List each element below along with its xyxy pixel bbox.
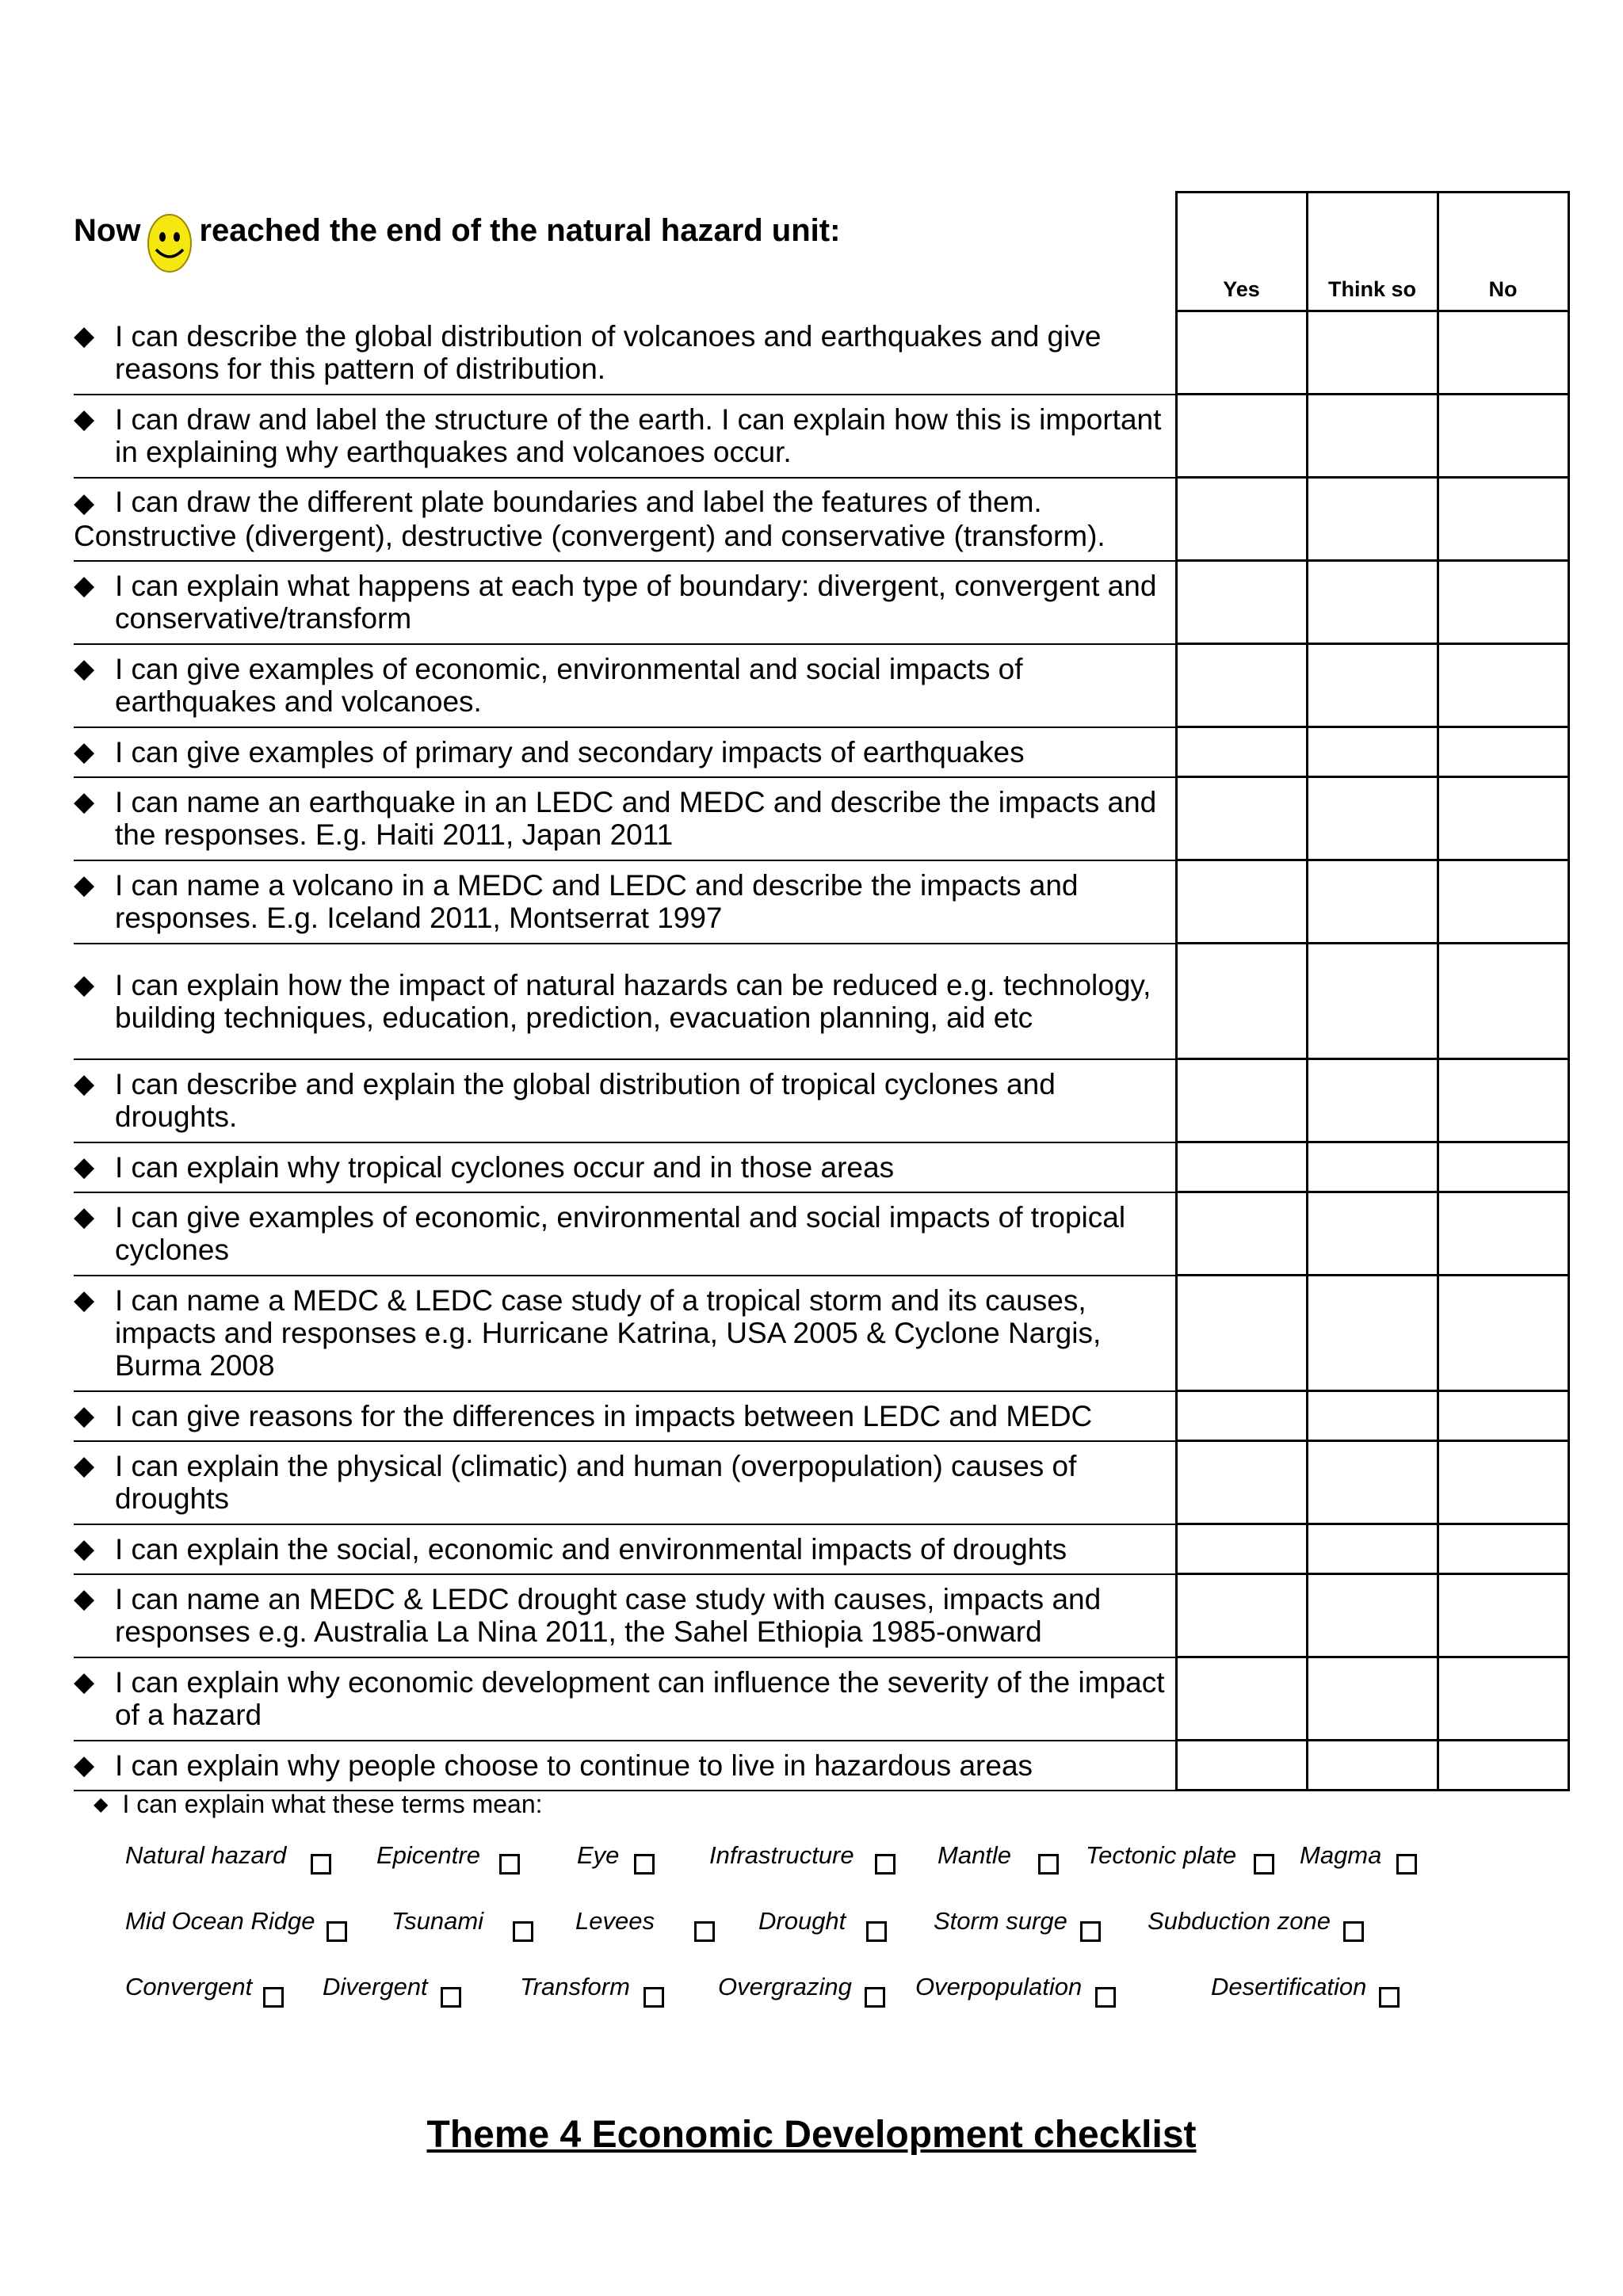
checklist-row: [74, 478, 1568, 561]
diamond-bullet-icon: ◆: [74, 1667, 95, 1697]
rating-cell-yes[interactable]: [1176, 727, 1307, 777]
rating-cell-yes[interactable]: [1176, 944, 1307, 1059]
checkbox-icon[interactable]: [499, 1854, 520, 1875]
checklist-statement: [74, 1391, 1176, 1441]
statement-text: I can describe and explain the global distribution of tropical cyclones and droughts.: [115, 1068, 1056, 1133]
checklist-statement: [74, 1142, 1176, 1192]
checklist-row: [74, 1276, 1568, 1391]
column-header-yes: Yes: [1176, 193, 1307, 311]
statement-text: I can explain how the impact of natural hazards can be reduced e.g. technology, building techniques, education, prediction, evacuation planning, aid etc: [115, 968, 1151, 1034]
diamond-bullet-icon: ◆: [74, 1533, 95, 1564]
checklist-statement: [74, 860, 1176, 944]
rating-cell-think-so[interactable]: [1307, 1657, 1438, 1741]
checklist-heading: [74, 193, 1176, 311]
term-label: Tsunami: [391, 1907, 484, 1935]
rating-cell-yes[interactable]: [1176, 1391, 1307, 1441]
checkbox-icon[interactable]: [327, 1921, 347, 1942]
rating-cell-yes[interactable]: [1176, 1142, 1307, 1192]
checklist-statement: [74, 1276, 1176, 1391]
checklist-statement: [74, 944, 1176, 1059]
diamond-bullet-icon: ◆: [74, 404, 95, 434]
rating-cell-no[interactable]: [1438, 1657, 1568, 1741]
rating-cell-yes[interactable]: [1176, 1276, 1307, 1391]
term-label: Subduction zone: [1148, 1907, 1331, 1935]
checklist-row: [74, 1524, 1568, 1574]
checklist-statement: [74, 478, 1176, 561]
checklist-row: [74, 944, 1568, 1059]
checkbox-icon[interactable]: [1396, 1854, 1417, 1875]
rating-cell-think-so[interactable]: [1307, 1391, 1438, 1441]
term-label: Divergent: [323, 1973, 428, 2000]
rating-cell-yes[interactable]: [1176, 1059, 1307, 1142]
rating-cell-yes[interactable]: [1176, 311, 1307, 395]
checklist-statement: [74, 561, 1176, 644]
rating-cell-no[interactable]: [1438, 1441, 1568, 1524]
checklist-statement: [74, 1574, 1176, 1657]
rating-cell-think-so[interactable]: [1307, 1741, 1438, 1791]
rating-cell-yes[interactable]: [1176, 1441, 1307, 1524]
checkbox-icon[interactable]: [1038, 1854, 1059, 1875]
statement-text: I can explain why people choose to continue to live in hazardous areas: [115, 1749, 1033, 1782]
checkbox-icon[interactable]: [1343, 1921, 1364, 1942]
checklist-row: [74, 1574, 1568, 1657]
self-assessment-table: [74, 191, 1570, 1791]
rating-cell-no[interactable]: [1438, 644, 1568, 727]
checklist-row: [74, 644, 1568, 727]
rating-cell-think-so[interactable]: [1307, 478, 1438, 561]
rating-cell-think-so[interactable]: [1307, 1192, 1438, 1276]
diamond-bullet-icon: ◆: [74, 787, 95, 817]
diamond-bullet-icon: ◆: [74, 1151, 95, 1182]
diamond-bullet-icon: ◆: [74, 1285, 95, 1315]
diamond-bullet-icon: ◆: [74, 1202, 95, 1232]
rating-cell-no[interactable]: [1438, 1524, 1568, 1574]
diamond-bullet-icon: ◆: [74, 969, 95, 1000]
rating-cell-think-so[interactable]: [1307, 1524, 1438, 1574]
checklist-row: [74, 1657, 1568, 1741]
diamond-bullet-icon: ◆: [94, 1794, 109, 1815]
statement-text: I can explain why tropical cyclones occur and in those areas: [115, 1150, 895, 1184]
rating-cell-think-so[interactable]: [1307, 1574, 1438, 1657]
statement-text: I can name a volcano in a MEDC and LEDC and describe the impacts and responses. E.g. Iceland 2011, Montserrat 1997: [115, 869, 1079, 934]
checkbox-icon[interactable]: [634, 1854, 655, 1875]
diamond-bullet-icon: ◆: [74, 570, 95, 601]
checkbox-icon[interactable]: [1379, 1987, 1400, 2008]
diamond-bullet-icon: ◆: [74, 1451, 95, 1481]
term-label: Levees: [575, 1907, 655, 1935]
rating-cell-yes[interactable]: [1176, 777, 1307, 860]
checklist-statement: [74, 1441, 1176, 1524]
smiley-face-icon: [145, 212, 194, 282]
terms-intro-text: I can explain what these terms mean:: [122, 1790, 543, 1818]
column-header-think-so: Think so: [1307, 193, 1438, 311]
rating-cell-think-so[interactable]: [1307, 1059, 1438, 1142]
rating-cell-no[interactable]: [1438, 944, 1568, 1059]
rating-cell-no[interactable]: [1438, 1059, 1568, 1142]
rating-cell-think-so[interactable]: [1307, 777, 1438, 860]
checklist-row: [74, 727, 1568, 777]
diamond-bullet-icon: ◆: [74, 654, 95, 684]
checklist-statement: [74, 727, 1176, 777]
checkbox-icon[interactable]: [694, 1921, 715, 1942]
rating-cell-yes[interactable]: [1176, 1524, 1307, 1574]
rating-cell-think-so[interactable]: [1307, 860, 1438, 944]
checklist-row: [74, 1741, 1568, 1791]
rating-cell-think-so[interactable]: [1307, 1142, 1438, 1192]
rating-cell-yes[interactable]: [1176, 860, 1307, 944]
diamond-bullet-icon: ◆: [74, 1584, 95, 1614]
checkbox-icon[interactable]: [866, 1921, 887, 1942]
checklist-statement: [74, 1657, 1176, 1741]
checklist-statement: [74, 1192, 1176, 1276]
rating-cell-no[interactable]: [1438, 311, 1568, 395]
term-label: Overgrazing: [718, 1973, 852, 2000]
checklist-statement: [74, 1741, 1176, 1791]
rating-cell-no[interactable]: [1438, 478, 1568, 561]
checklist-row: [74, 777, 1568, 860]
checkbox-icon[interactable]: [1080, 1921, 1101, 1942]
checkbox-icon[interactable]: [1095, 1987, 1116, 2008]
rating-cell-yes[interactable]: [1176, 561, 1307, 644]
rating-cell-think-so[interactable]: [1307, 1441, 1438, 1524]
rating-cell-no[interactable]: [1438, 1192, 1568, 1276]
checkbox-icon[interactable]: [643, 1987, 664, 2008]
term-label: Transform: [520, 1973, 630, 2000]
statement-text: I can explain the physical (climatic) and human (overpopulation) causes of droughts: [115, 1450, 1077, 1515]
checklist-row: [74, 311, 1568, 395]
checkbox-icon[interactable]: [263, 1987, 284, 2008]
rating-cell-no[interactable]: [1438, 561, 1568, 644]
term-label: Desertification: [1211, 1973, 1367, 2000]
statement-text: I can draw and label the structure of the earth. I can explain how this is important in explaining why earthquakes and volcanoes occur.: [115, 403, 1162, 468]
rating-cell-think-so[interactable]: [1307, 644, 1438, 727]
rating-cell-think-so[interactable]: [1307, 311, 1438, 395]
checklist-row: [74, 860, 1568, 944]
rating-cell-yes[interactable]: [1176, 1657, 1307, 1741]
checkbox-icon[interactable]: [865, 1987, 885, 2008]
rating-cell-yes[interactable]: [1176, 1741, 1307, 1791]
rating-cell-think-so[interactable]: [1307, 561, 1438, 644]
rating-cell-no[interactable]: [1438, 727, 1568, 777]
statement-text: I can name an MEDC & LEDC drought case study with causes, impacts and responses e.g. Australia La Nina 2011, the Sahel Ethiopia 1985-onward: [115, 1583, 1102, 1648]
rating-cell-no[interactable]: [1438, 777, 1568, 860]
rating-cell-yes[interactable]: [1176, 1192, 1307, 1276]
rating-cell-no[interactable]: [1438, 1741, 1568, 1791]
checkbox-icon[interactable]: [513, 1921, 533, 1942]
diamond-bullet-icon: ◆: [74, 1400, 95, 1431]
checklist-statement: [74, 1059, 1176, 1142]
term-label: Tectonic plate: [1086, 1841, 1237, 1869]
checklist-row: [74, 1391, 1568, 1441]
statement-text: I can explain what happens at each type of boundary: divergent, convergent and conservative/transform: [115, 570, 1157, 635]
checkbox-icon[interactable]: [875, 1854, 896, 1875]
rating-cell-yes[interactable]: [1176, 1574, 1307, 1657]
term-label: Epicentre: [376, 1841, 480, 1869]
terms-intro: [94, 1790, 543, 1819]
term-label: Infrastructure: [709, 1841, 854, 1869]
statement-text: I can describe the global distribution of volcanoes and earthquakes and give reasons for this pattern of distribution.: [115, 319, 1102, 385]
rating-cell-think-so[interactable]: [1307, 944, 1438, 1059]
rating-cell-yes[interactable]: [1176, 644, 1307, 727]
checklist-row: [74, 395, 1568, 478]
statement-text: I can name a MEDC & LEDC case study of a tropical storm and its causes, impacts and responses e.g. Hurricane Katrina, USA 2005 & Cyclone Nargis, Burma 2008: [115, 1284, 1102, 1382]
column-header-no: No: [1438, 193, 1568, 311]
diamond-bullet-icon: ◆: [74, 1069, 95, 1099]
checklist-statement: [74, 395, 1176, 478]
rating-cell-no[interactable]: [1438, 1391, 1568, 1441]
statement-text: I can explain why economic development can influence the severity of the impact of a hazard: [115, 1666, 1165, 1731]
term-label: Natural hazard: [125, 1841, 287, 1869]
diamond-bullet-icon: ◆: [74, 488, 95, 518]
term-label: Magma: [1300, 1841, 1382, 1869]
rating-cell-yes[interactable]: [1176, 395, 1307, 478]
diamond-bullet-icon: ◆: [74, 1749, 95, 1780]
rating-cell-no[interactable]: [1438, 860, 1568, 944]
checklist-row: [74, 561, 1568, 644]
checklist-statement: [74, 311, 1176, 395]
term-label: Mantle: [938, 1841, 1012, 1869]
checklist-row: [74, 1192, 1568, 1276]
checkbox-icon[interactable]: [441, 1987, 461, 2008]
heading-suffix: reached the end of the natural hazard unit:: [199, 212, 841, 248]
statement-text: I can give reasons for the differences in impacts between LEDC and MEDC: [115, 1399, 1093, 1432]
term-label: Storm surge: [934, 1907, 1067, 1935]
rating-cell-yes[interactable]: [1176, 478, 1307, 561]
checklist-statement: [74, 1524, 1176, 1574]
checkbox-icon[interactable]: [1254, 1854, 1274, 1875]
checklist-row: [74, 1441, 1568, 1524]
rating-cell-no[interactable]: [1438, 395, 1568, 478]
rating-cell-think-so[interactable]: [1307, 1276, 1438, 1391]
checklist-statement: [74, 644, 1176, 727]
statement-text: I can explain the social, economic and environmental impacts of droughts: [115, 1532, 1067, 1566]
rating-cell-think-so[interactable]: [1307, 727, 1438, 777]
statement-text: I can draw the different plate boundaries and label the features of them. Constructive (divergent), destructive (convergent) and conservative (transform).: [74, 486, 1106, 552]
statement-text: I can give examples of primary and secondary impacts of earthquakes: [115, 735, 1025, 769]
term-label: Drought: [758, 1907, 846, 1935]
rating-cell-no[interactable]: [1438, 1574, 1568, 1657]
rating-cell-no[interactable]: [1438, 1276, 1568, 1391]
term-label: Convergent: [125, 1973, 253, 2000]
checklist-row: [74, 1059, 1568, 1142]
rating-cell-think-so[interactable]: [1307, 395, 1438, 478]
statement-text: I can give examples of economic, environmental and social impacts of tropical cyclones: [115, 1201, 1126, 1266]
checklist-row: [74, 1142, 1568, 1192]
checklist-statement: [74, 777, 1176, 860]
rating-cell-no[interactable]: [1438, 1142, 1568, 1192]
heading-prefix: Now: [74, 212, 141, 248]
checkbox-icon[interactable]: [311, 1854, 331, 1875]
diamond-bullet-icon: ◆: [74, 870, 95, 900]
term-label: Overpopulation: [915, 1973, 1083, 2000]
term-label: Eye: [577, 1841, 620, 1869]
diamond-bullet-icon: ◆: [74, 736, 95, 767]
term-label: Mid Ocean Ridge: [125, 1907, 315, 1935]
diamond-bullet-icon: ◆: [74, 320, 95, 351]
statement-text: I can name an earthquake in an LEDC and MEDC and describe the impacts and the responses. E.g. Haiti 2011, Japan 2011: [115, 786, 1157, 851]
statement-text: I can give examples of economic, environmental and social impacts of earthquakes and volcanoes.: [115, 653, 1023, 718]
next-section-heading: Theme 4 Economic Development checklist: [426, 2114, 1197, 2156]
